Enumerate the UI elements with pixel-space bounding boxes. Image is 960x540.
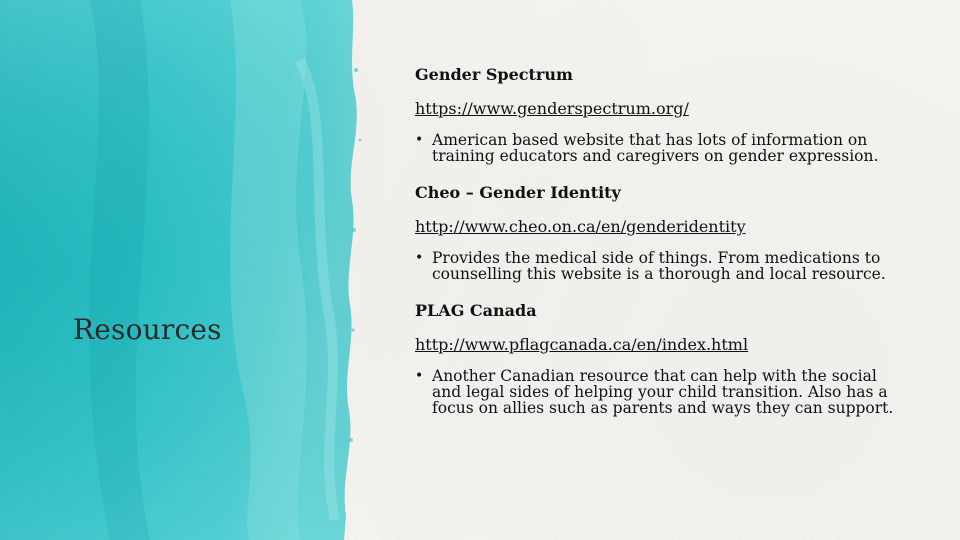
resource-description-text: Provides the medical side of things. From medications to counselling this website is a thorough and local resource.: [432, 249, 886, 283]
resource-name: Gender Spectrum: [415, 65, 573, 84]
watercolor-panel: [0, 0, 380, 540]
resource-link[interactable]: http://www.cheo.on.ca/en/genderidentity: [415, 217, 746, 236]
resource-link[interactable]: http://www.pflagcanada.ca/en/index.html: [415, 335, 749, 354]
resource-description: [415, 368, 895, 416]
resource-item-plag-canada: [415, 300, 895, 416]
watercolor-shape: [0, 0, 380, 540]
section-title: Resources: [73, 313, 222, 346]
resource-name: PLAG Canada: [415, 301, 537, 320]
resource-name: Cheo – Gender Identity: [415, 183, 621, 202]
resource-item-cheo: [415, 182, 895, 282]
resource-link[interactable]: https://www.genderspectrum.org/: [415, 99, 689, 118]
resource-list: [415, 64, 895, 434]
bullet-icon: •: [415, 250, 424, 266]
bullet-icon: •: [415, 132, 424, 148]
resource-description-text: American based website that has lots of information on training educators and caregivers on gender expression.: [432, 131, 879, 165]
resource-item-gender-spectrum: [415, 64, 895, 164]
resource-description: [415, 250, 895, 282]
resource-description-text: Another Canadian resource that can help with the social and legal sides of helping your child transition. Also has a focus on allies such as parents and ways they can support.: [432, 367, 894, 417]
resource-description: [415, 132, 895, 164]
bullet-icon: •: [415, 368, 424, 384]
